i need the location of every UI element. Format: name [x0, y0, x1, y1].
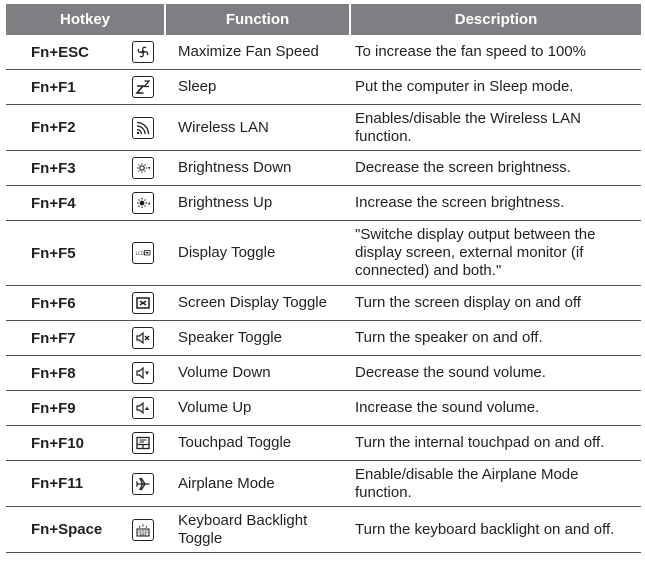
volume-up-icon — [132, 397, 154, 419]
table-row — [6, 35, 641, 70]
hotkey-cell: Fn+ESC — [31, 43, 89, 61]
table-row — [6, 461, 641, 507]
touchpad-toggle-icon — [132, 432, 154, 454]
hotkey-cell: Fn+F4 — [31, 194, 76, 212]
table-row — [6, 391, 641, 426]
hotkey-cell: Fn+F9 — [31, 399, 76, 417]
keyboard-backlight-icon — [132, 519, 154, 541]
function-cell: Speaker Toggle — [178, 329, 282, 346]
function-cell: Brightness Down — [178, 159, 292, 176]
hotkey-table — [6, 4, 641, 553]
hotkey-cell: Fn+F10 — [31, 434, 84, 452]
description-cell: Increase the sound volume. — [355, 399, 540, 416]
function-cell: Touchpad Toggle — [178, 434, 292, 451]
function-cell: Airplane Mode — [178, 474, 275, 492]
description-cell: Decrease the screen brightness. — [355, 159, 571, 176]
brightness-up-icon — [132, 192, 154, 214]
description-cell: Enables/disable the Wireless LAN function. — [355, 109, 581, 145]
function-cell: Maximize Fan Speed — [178, 43, 319, 60]
function-cell: Wireless LAN — [178, 118, 269, 136]
function-cell: Sleep — [178, 78, 217, 95]
table-row — [6, 221, 641, 286]
screen-display-toggle-icon — [132, 292, 154, 314]
function-cell: Volume Up — [178, 399, 252, 416]
hotkey-cell: Fn+F6 — [31, 294, 76, 312]
speaker-mute-icon — [132, 327, 154, 349]
header-description: Description — [454, 11, 538, 28]
description-cell: Enable/disable the Airplane Mode function. — [355, 465, 579, 501]
description-cell: "Switche display output between the display screen, external monitor (if connected) and both." — [355, 226, 596, 279]
description-cell: To increase the fan speed to 100% — [355, 43, 586, 60]
function-cell: Volume Down — [178, 364, 271, 381]
sleep-icon — [132, 76, 154, 98]
description-cell: Decrease the sound volume. — [355, 364, 546, 381]
display-toggle-icon — [132, 242, 154, 264]
table-row — [6, 356, 641, 391]
header-function: Function — [166, 4, 351, 35]
table-header — [6, 4, 641, 35]
table-row — [6, 426, 641, 461]
hotkey-cell: Fn+Space — [31, 521, 103, 538]
display-toggle-label: LCD/ — [135, 251, 145, 256]
table-row — [6, 151, 641, 186]
hotkey-cell: Fn+F11 — [31, 475, 84, 492]
table-row — [6, 286, 641, 321]
table-row — [6, 105, 641, 151]
table-row — [6, 321, 641, 356]
table-row — [6, 70, 641, 105]
description-cell: Turn the speaker on and off. — [355, 329, 543, 346]
description-cell: Increase the screen brightness. — [355, 194, 565, 211]
hotkey-cell: Fn+F3 — [31, 159, 76, 177]
wireless-lan-icon — [132, 117, 154, 139]
header-hotkey: Hotkey — [6, 4, 166, 35]
fan-icon — [132, 41, 154, 63]
hotkey-cell: Fn+F7 — [31, 329, 76, 347]
table-row — [6, 507, 641, 553]
description-cell: Put the computer in Sleep mode. — [355, 78, 574, 95]
function-cell: Display Toggle — [178, 244, 276, 261]
hotkey-cell: Fn+F8 — [31, 364, 76, 382]
table-row — [6, 186, 641, 221]
function-cell: Keyboard Backlight Toggle — [178, 511, 308, 547]
description-cell: Turn the screen display on and off — [355, 294, 581, 311]
volume-down-icon — [132, 362, 154, 384]
hotkey-cell: Fn+F1 — [31, 78, 76, 96]
airplane-icon — [132, 473, 154, 495]
hotkey-cell: Fn+F5 — [31, 244, 76, 262]
function-cell: Screen Display Toggle — [178, 294, 327, 311]
brightness-down-icon — [132, 157, 154, 179]
hotkey-cell: Fn+F2 — [31, 119, 76, 136]
function-cell: Brightness Up — [178, 194, 273, 211]
description-cell: Turn the internal touchpad on and off. — [355, 434, 605, 451]
description-cell: Turn the keyboard backlight on and off. — [355, 520, 615, 538]
